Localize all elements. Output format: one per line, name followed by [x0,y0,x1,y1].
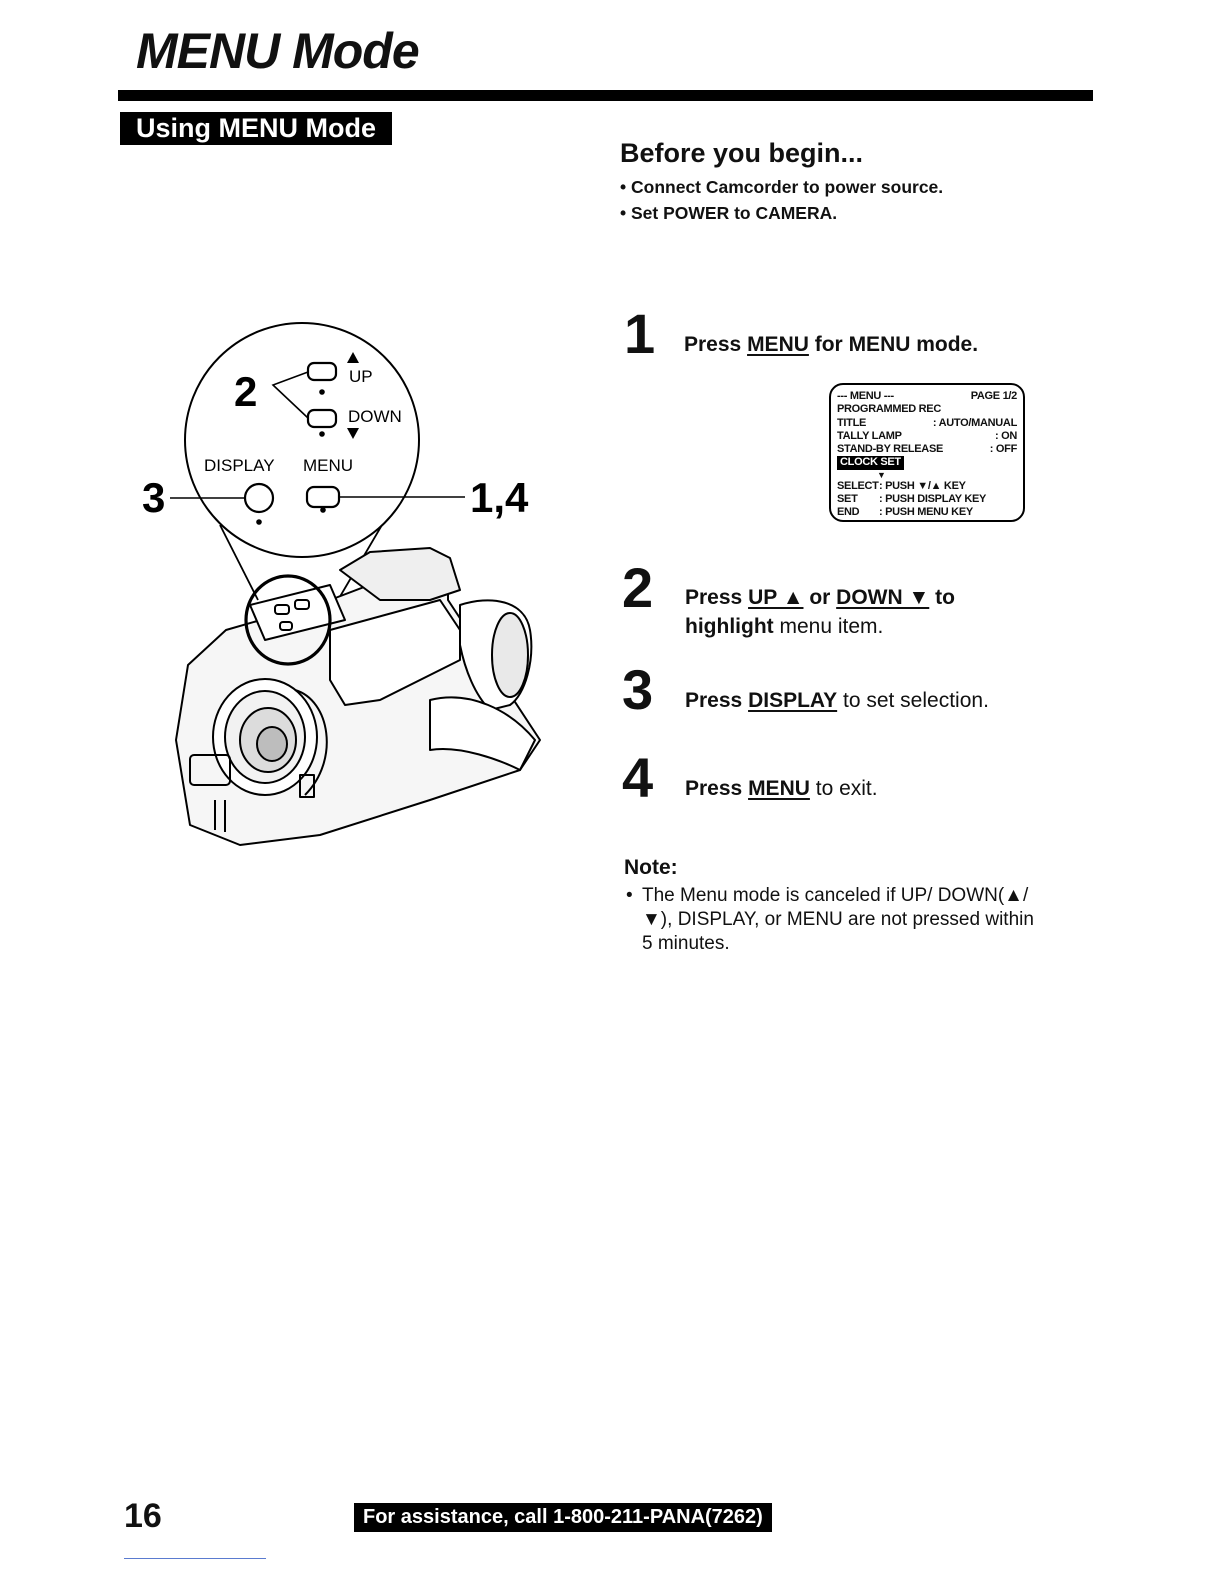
title-rule [118,90,1093,101]
camcorder-illustration [130,300,560,860]
callout-1-4: 1,4 [470,474,529,521]
note-heading: Note: [624,856,678,879]
step-3-number: 3 [622,658,654,721]
step-2-text: Press UP ▲ or DOWN ▼ to highlight menu item. [685,586,955,638]
step-4-text: Press MENU to exit. [685,777,878,800]
before-list [620,174,943,226]
footer-divider [124,1558,266,1559]
down-label: DOWN [348,407,402,426]
step-2-number: 2 [622,556,654,619]
assistance-banner: For assistance, call 1-800-211-PANA(7262) [354,1503,772,1532]
callout-3: 3 [142,474,166,521]
step-3-text: Press DISPLAY to set selection. [685,689,989,712]
down-button-icon [308,410,336,427]
step-1-number: 1 [624,302,656,365]
up-button-icon [308,363,336,380]
magnifier-circle [185,323,419,557]
list-item: • Connect Camcorder to power source. [620,174,943,200]
section-title: Using MENU Mode [120,112,392,145]
list-item: • Set POWER to CAMERA. [620,200,943,226]
step-4-number: 4 [622,746,654,809]
camcorder-body-icon [176,548,540,845]
page-title: MENU Mode [136,23,419,79]
callout-2: 2 [234,368,258,415]
menu-button-icon [307,487,339,507]
step-1-text: Press MENU for MENU mode. [684,333,979,356]
page-number: 16 [124,1497,162,1535]
note-text: • The Menu mode is canceled if UP/ DOWN(▲/▼), DISPLAY, or MENU are not pressed within 5 minutes. [626,885,1034,954]
menu-screen-display: --- MENU --- PAGE 1/2 PROGRAMMED REC TITLE : AUTO/MANUAL TALLY LAMP : ON STAND-BY RELEASE : OFF CLOCK SET ▼ SELECT : PUSH ▼/▲ KEY SET : PUSH DISPLAY KEY END : PUSH MENU KEY [829,383,1025,522]
up-label: UP [349,367,373,386]
display-label: DISPLAY [204,456,275,475]
menu-label: MENU [303,456,354,475]
display-button-icon [245,484,273,512]
before-heading: Before you begin... [620,138,864,168]
menu-highlight-item: CLOCK SET [837,456,904,469]
